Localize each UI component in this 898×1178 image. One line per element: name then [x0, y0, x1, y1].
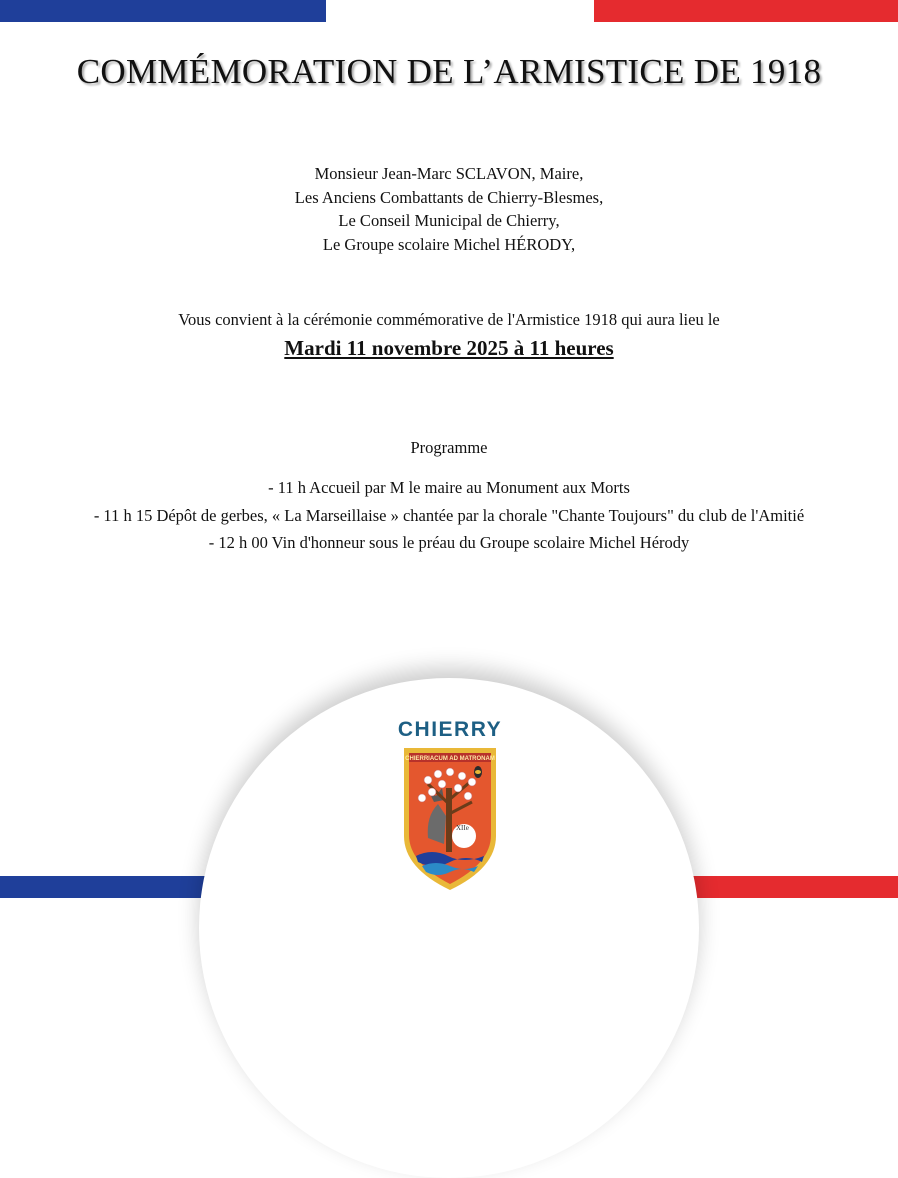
flag-band-top-red: [594, 0, 898, 22]
flag-band-bottom-blue: [0, 876, 232, 898]
invitation-text: Vous convient à la cérémonie commémorative de l'Armistice 1918 qui aura lieu le: [178, 310, 720, 329]
hosts-block: [0, 162, 898, 256]
logo-name: CHIERRY: [397, 718, 503, 741]
chierry-logo: [388, 718, 512, 894]
page-title: COMMÉMORATION DE L’ARMISTICE DE 1918: [76, 52, 822, 91]
host-line: Le Groupe scolaire Michel HÉRODY,: [322, 234, 576, 254]
host-line: Les Anciens Combattants de Chierry-Blesmes,: [294, 187, 604, 207]
logo-roman: XIIe: [456, 824, 469, 832]
programme-item: - 12 h 00 Vin d'honneur sous le préau du Groupe scolaire Michel Hérody: [208, 533, 690, 552]
event-date: Mardi 11 novembre 2025 à 11 heures: [284, 336, 614, 360]
programme-item: - 11 h 15 Dépôt de gerbes, « La Marseillaise » chantée par la chorale "Chante Toujours" du club de l'Amitié: [93, 505, 805, 525]
programme-item: - 11 h Accueil par M le maire au Monument aux Morts: [268, 478, 630, 497]
coat-of-arms-icon: [398, 744, 502, 894]
host-line: Monsieur Jean-Marc SCLAVON, Maire,: [314, 164, 584, 183]
logo-motto: CHIERRIACUM AD MATRONAM: [405, 756, 495, 762]
host-line: Le Conseil Municipal de Chierry,: [338, 211, 560, 230]
flag-band-top-blue: [0, 0, 326, 22]
flag-band-bottom-red: [666, 876, 898, 898]
programme-title: Programme: [410, 438, 488, 457]
programme-list: [24, 476, 874, 559]
